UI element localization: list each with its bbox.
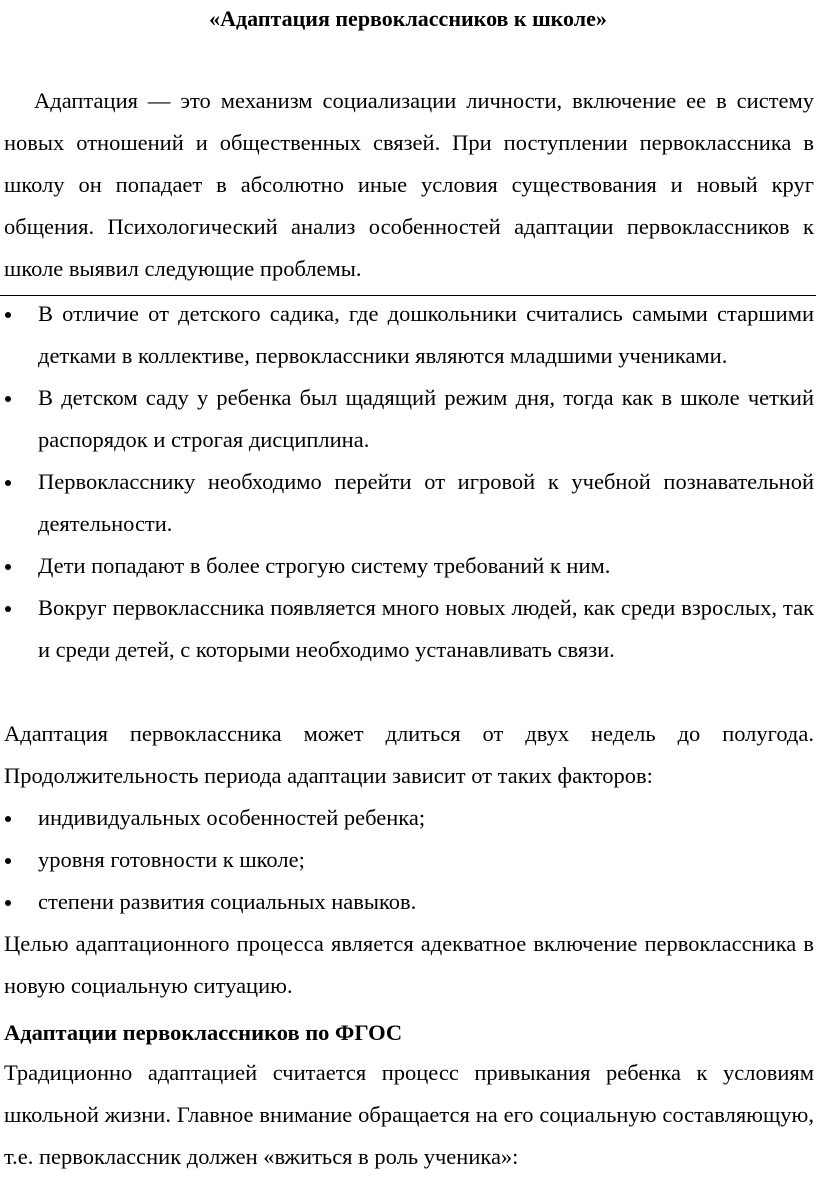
section-heading: Адаптации первоклассников по ФГОС — [4, 1020, 403, 1045]
list-item-text: Дети попадают в более строгую систему требований к ним. — [38, 553, 611, 578]
bullet-icon — [5, 900, 11, 906]
list-item-text: степени развития социальных навыков. — [38, 889, 417, 914]
bullet-icon — [5, 858, 11, 864]
list-item-text: В детском саду у ребенка был щадящий режим дня, тогда как в школе четкий распорядок и строгая дисциплина. — [38, 385, 814, 452]
list-item — [0, 587, 814, 671]
document-title: «Адаптация первоклассников к школе» — [209, 6, 607, 31]
list-item — [0, 461, 814, 545]
list-item — [0, 839, 814, 881]
bullet-icon — [5, 396, 11, 402]
bullet-icon — [5, 816, 11, 822]
bullet-icon — [5, 564, 11, 570]
intro-paragraph: Адаптация — это механизм социализации личности, включение ее в систему новых отношений и общественных связей. При поступлении первоклассника в школу он попадает в абсолютно иные условия существования и новый круг общения. Психологический анализ особенностей адаптации первоклассников к школе выявил следующие проблемы. — [4, 88, 814, 281]
list-item — [0, 545, 814, 587]
factors-list — [0, 797, 814, 923]
goal-paragraph: Целью адаптационного процесса является адекватное включение первоклассника в новую социальную ситуацию. — [4, 931, 814, 998]
list-item-text: Первокласснику необходимо перейти от игровой к учебной познавательной деятельности. — [38, 469, 814, 536]
list-item — [0, 797, 814, 839]
list-item — [0, 377, 814, 461]
bullet-icon — [5, 480, 11, 486]
list-item-text: уровня готовности к школе; — [38, 847, 305, 872]
list-item — [0, 881, 814, 923]
list-item-text: Вокруг первоклассника появляется много новых людей, как среди взрослых, так и среди детей, с которыми необходимо устанавливать связи. — [38, 595, 814, 662]
list-item-text: В отличие от детского садика, где дошкольники считались самыми старшими детками в коллективе, первоклассники являются младшими учениками. — [38, 301, 814, 368]
fgos-paragraph: Традиционно адаптацией считается процесс привыкания ребенка к условиям школьной жизни. Главное внимание обращается на его социальную составляющую, т.е. первоклассник должен «вжиться в роль ученика»: — [4, 1060, 814, 1169]
list-item-text: индивидуальных особенностей ребенка; — [38, 805, 426, 830]
duration-paragraph: Адаптация первоклассника может длиться от двух недель до полугода. Продолжительность периода адаптации зависит от таких факторов: — [4, 721, 814, 788]
problems-list — [0, 293, 814, 671]
bullet-icon — [5, 606, 11, 612]
list-item — [0, 293, 814, 377]
bullet-icon — [5, 312, 11, 318]
